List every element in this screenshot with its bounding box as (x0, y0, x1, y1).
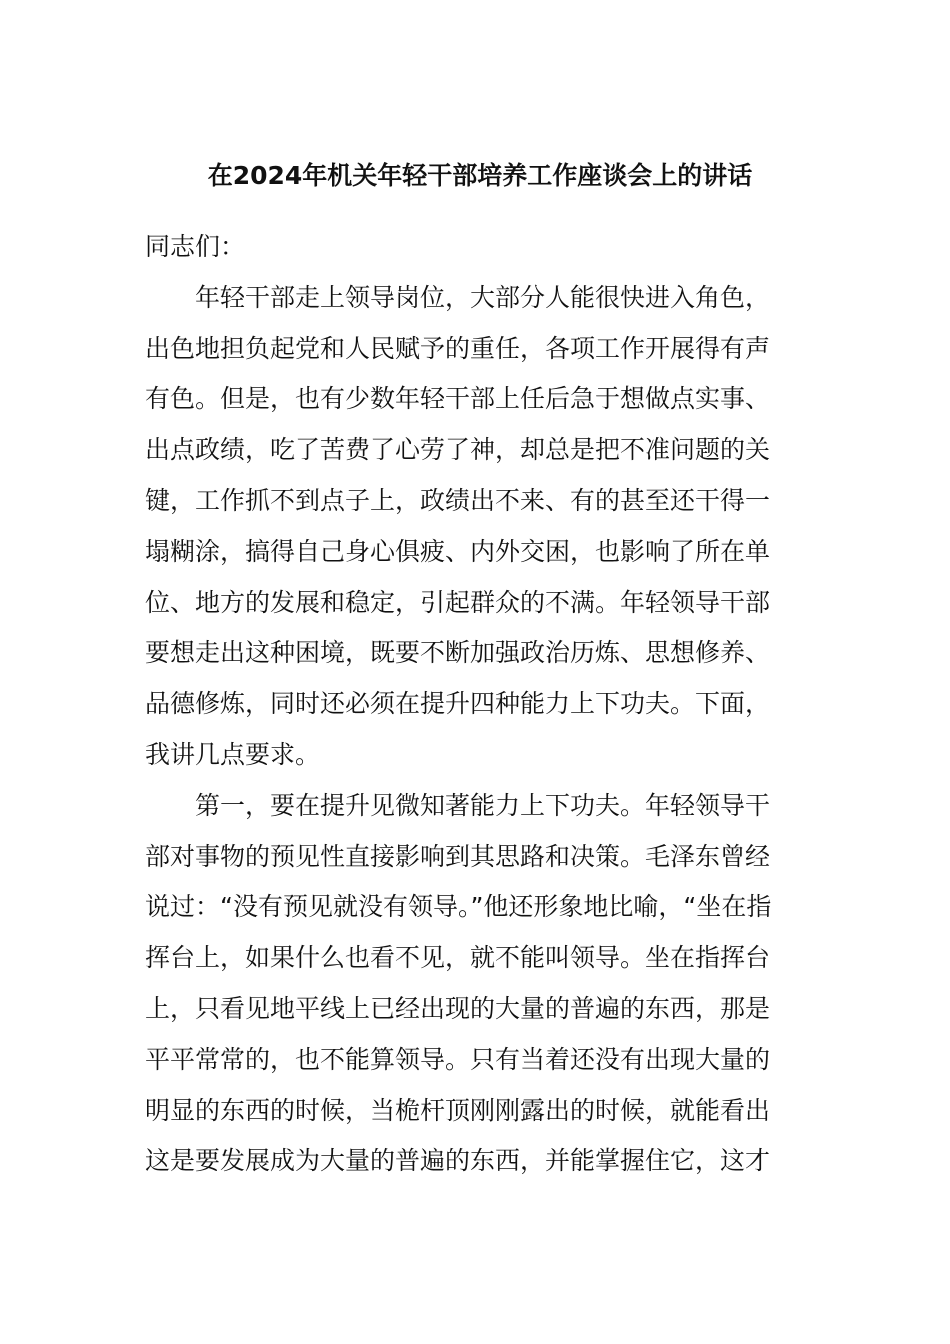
text-line: 挥台上，如果什么也看不见，就不能叫领导。坐在指挥台 (145, 943, 771, 973)
text-line: 要想走出这种困境，既要不断加强政治历炼、思想修养、 (145, 638, 771, 668)
paragraph-first-line: 年轻干部走上领导岗位，大部分人能很快进入角色， (195, 282, 771, 312)
text-line: 说过：“没有预见就没有领导。”他还形象地比喻，“坐在指 (145, 892, 772, 922)
text-line: 明显的东西的时候，当桅杆顶刚刚露出的时候，就能看出 (145, 1095, 771, 1125)
text-line: 位、地方的发展和稳定，引起群众的不满。年轻领导干部 (145, 587, 771, 617)
text-line: 这是要发展成为大量的普遍的东西，并能掌握住它，这才 (145, 1146, 771, 1176)
text-line: 出点政绩，吃了苦费了心劳了神，却总是把不准问题的关 (145, 435, 771, 465)
document-body (145, 222, 795, 1187)
text-line: 上，只看见地平线上已经出现的大量的普遍的东西，那是 (145, 993, 771, 1023)
body-lines (145, 273, 795, 1187)
salutation: 同志们： (145, 232, 246, 261)
text-line: 我讲几点要求。 (145, 739, 321, 769)
document-title: 在2024年机关年轻干部培养工作座谈会上的讲话 (207, 161, 753, 190)
text-line: 平平常常的，也不能算领导。只有当着还没有出现大量的 (145, 1044, 771, 1074)
paragraph-first-line: 第一，要在提升见微知著能力上下功夫。年轻领导干 (195, 790, 771, 820)
text-line: 键，工作抓不到点子上，政绩出不来、有的甚至还干得一 (145, 485, 771, 515)
text-line: 有色。但是，也有少数年轻干部上任后急于想做点实事、 (145, 384, 771, 414)
text-line: 品德修炼，同时还必须在提升四种能力上下功夫。下面， (145, 689, 771, 719)
text-line: 塌糊涂，搞得自己身心俱疲、内外交困，也影响了所在单 (145, 536, 771, 566)
text-line: 出色地担负起党和人民赋予的重任，各项工作开展得有声 (145, 333, 771, 363)
text-line: 部对事物的预见性直接影响到其思路和决策。毛泽东曾经 (145, 841, 771, 871)
